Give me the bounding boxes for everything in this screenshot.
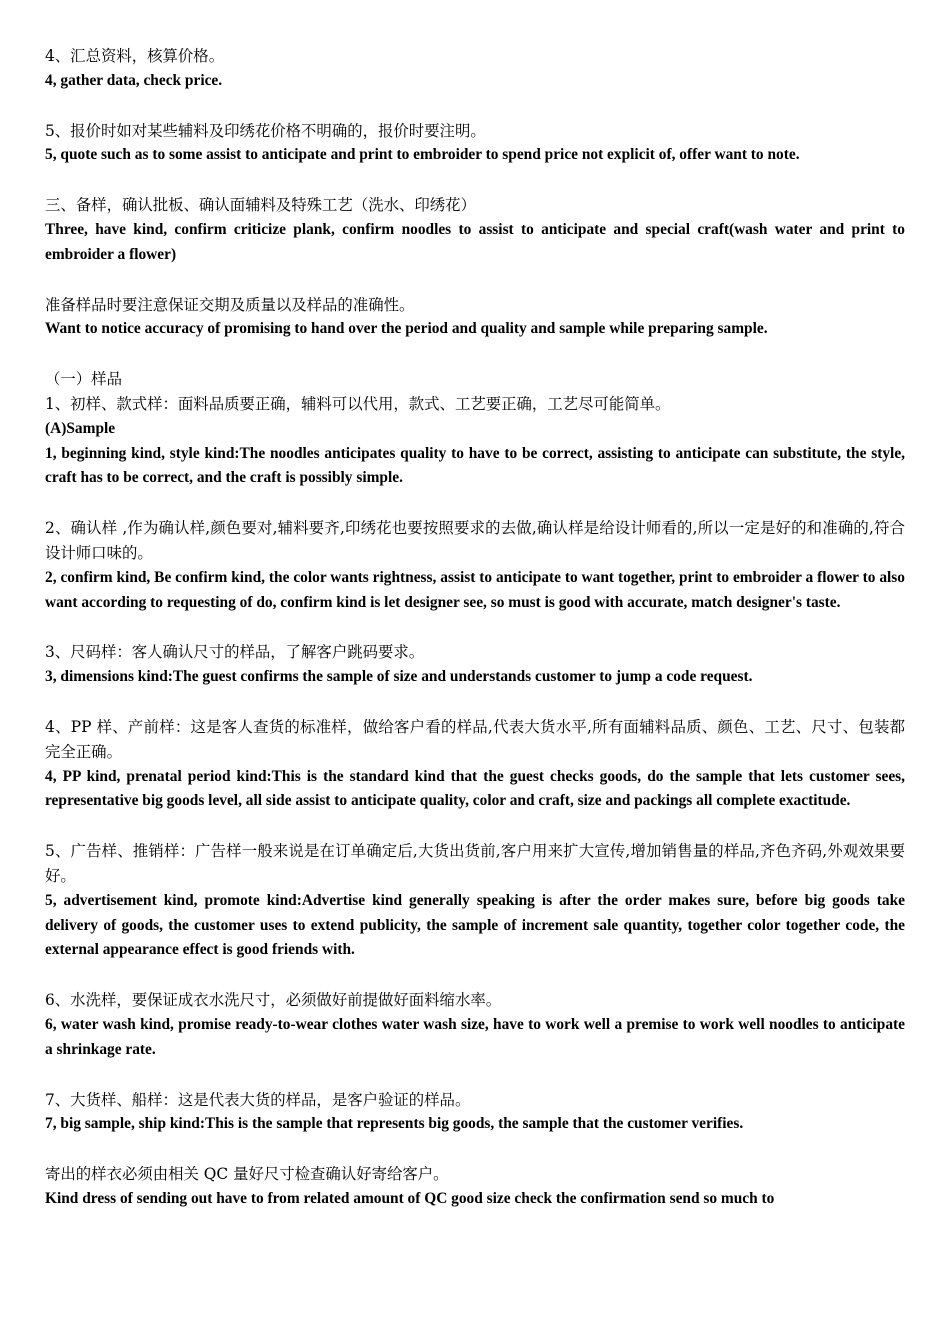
chinese-text: 5、报价时如对某些辅料及印绣花价格不明确的，报价时要注明。 (45, 121, 486, 140)
chinese-text: 6、水洗样，要保证成衣水洗尺寸，必须做好前提做好面料缩水率。 (45, 991, 502, 1010)
chinese-text: 7、大货样、船样：这是代表大货的样品，是客户验证的样品。 (45, 1090, 471, 1109)
chinese-text: 寄出的样衣必须由相关 QC 量好尺寸检查确认好寄给客户。 (45, 1165, 449, 1184)
paragraph-7-big-sample (45, 1088, 905, 1138)
paragraph-6-water-wash (45, 988, 905, 1062)
chinese-text: 5、广告样、推销样：广告样一般来说是在订单确定后,大货出货前,客户用来扩大宣传,增加销售量的样品,齐色齐码,外观效果要好。 (45, 842, 905, 885)
paragraph-3-dimensions (45, 640, 905, 690)
english-text: 3, dimensions kind:The guest confirms the sample of size and understands customer to jump a code request. (45, 668, 753, 686)
chinese-text: 1、初样、款式样：面料品质要正确，辅料可以代用，款式、工艺要正确，工艺尽可能简单。 (45, 394, 671, 413)
english-subheading: (A)Sample (45, 419, 116, 437)
chinese-text: 准备样品时要注意保证交期及质量以及样品的准确性。 (45, 295, 415, 314)
english-text: 1, beginning kind, style kind:The noodles anticipates quality to have to be correct, assisting to anticipate can substitute, the style, craft has to be correct, and the craft is possibly simple. (45, 444, 905, 487)
english-text: Want to notice accuracy of promising to hand over the period and quality and sample while preparing sample. (45, 320, 768, 338)
paragraph-prepare-sample (45, 293, 905, 343)
english-text: 4, gather data, check price. (45, 71, 223, 89)
english-text: 6, water wash kind, promise ready-to-wear clothes water wash size, have to work well a premise to work well noodles to anticipate a shrinkage rate. (45, 1015, 905, 1058)
english-text: 2, confirm kind, Be confirm kind, the color wants rightness, assist to anticipate to want together, print to embroider a flower to also want according to requesting of do, confirm kind is let designer see, so must is good with accurate, match designer's taste. (45, 568, 905, 611)
chinese-text: 三、备样，确认批板、确认面辅料及特殊工艺（洗水、印绣花） (45, 196, 476, 215)
subsection-sample (45, 367, 905, 491)
chinese-subheading: （一）样品 (45, 370, 122, 389)
chinese-text: 3、尺码样：客人确认尺寸的样品，了解客户跳码要求。 (45, 643, 425, 662)
paragraph-5-quote (45, 119, 905, 169)
english-text: 5, quote such as to some assist to anticipate and print to embroider to spend price not explicit of, offer want to note. (45, 146, 800, 164)
english-text: Three, have kind, confirm criticize plank, confirm noodles to assist to anticipate and special craft(wash water and print to embroider a flower) (45, 220, 905, 263)
paragraph-2-confirm-kind (45, 516, 905, 615)
english-text: 7, big sample, ship kind:This is the sample that represents big goods, the sample that the customer verifies. (45, 1115, 744, 1133)
english-text: 4, PP kind, prenatal period kind:This is the standard kind that the guest checks goods, do the sample that lets customer sees, representative big goods level, all side assist to anticipate quality, color and craft, size and packings all complete exactitude. (45, 767, 905, 810)
chinese-text: 4、汇总资料，核算价格。 (45, 47, 225, 65)
paragraph-4-gather-data (45, 44, 905, 94)
document-page (45, 44, 905, 1212)
paragraph-5-advertisement (45, 839, 905, 963)
chinese-text: 2、确认样 ,作为确认样,颜色要对,辅料要齐,印绣花也要按照要求的去做,确认样是给设计师看的,所以一定是好的和准确的,符合设计师口味的。 (45, 519, 905, 562)
chinese-text: 4、PP 样、产前样：这是客人查货的标准样，做给客户看的样品,代表大货水平,所有面辅料品质、颜色、工艺、尺寸、包装都完全正确。 (45, 717, 905, 761)
paragraph-send-out (45, 1162, 905, 1212)
english-text: Kind dress of sending out have to from related amount of QC good size check the confirmation send so much to (45, 1189, 775, 1207)
section-three-heading (45, 193, 905, 267)
english-text: 5, advertisement kind, promote kind:Advertise kind generally speaking is after the order makes sure, before big goods take delivery of goods, the customer uses to extend publicity, the sample of increment sale quantity, together color together code, the external appearance effect is good friends with. (45, 891, 905, 959)
paragraph-4-pp-kind (45, 715, 905, 814)
